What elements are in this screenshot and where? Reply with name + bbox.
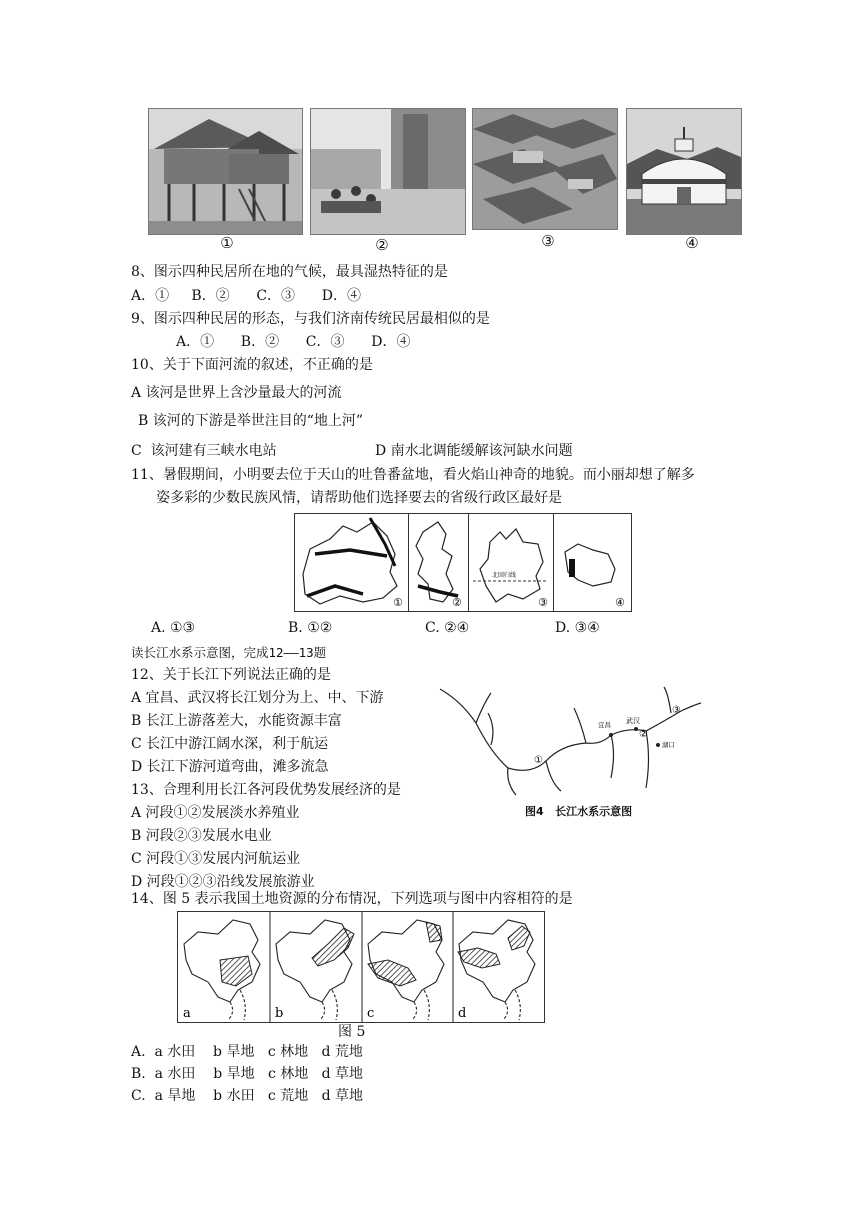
province-map-label-3: ③ xyxy=(538,596,548,609)
photo-stilt-house xyxy=(148,108,303,235)
province-map-label-2: ② xyxy=(452,596,462,609)
city-label-hukou: 湖口 xyxy=(662,741,675,749)
q11-option-d: D. ③④ xyxy=(555,620,600,636)
land-map-label-b: b xyxy=(275,1006,284,1021)
q9-options: A．① B．② C．③ D．④ xyxy=(176,334,411,350)
province-maps xyxy=(294,513,632,612)
photo-label-1: ① xyxy=(220,234,234,252)
land-map-label-c: c xyxy=(367,1006,375,1021)
q12-stem: 12、关于长江下列说法正确的是 xyxy=(131,667,331,683)
q8-options: A．① B．② C．③ D．④ xyxy=(131,288,361,304)
q10-option-a: A 该河是世界上含沙量最大的河流 xyxy=(131,385,342,401)
land-resource-maps xyxy=(177,911,545,1023)
city-label-wuhan: 武汉 xyxy=(626,717,640,725)
land-map-label-a: a xyxy=(183,1006,191,1021)
province-map-3-tropic-label: 北回归线 xyxy=(492,572,517,579)
q11-stem-line2: 姿多彩的少数民族风情，请帮助他们选择要去的省级行政区最好是 xyxy=(156,490,562,506)
province-map-label-4: ④ xyxy=(615,596,625,609)
q14-option-c: C. a 旱地 b 水田 c 荒地 d 草地 xyxy=(131,1088,363,1104)
photo-yurt xyxy=(626,108,742,235)
q14-option-a: A. a 水田 b 旱地 c 林地 d 荒地 xyxy=(131,1044,363,1060)
yangtze-segment-label-1: ① xyxy=(534,755,543,766)
section-intro: 读长江水系示意图，完成12——13题 xyxy=(131,645,327,660)
q14-option-b: B. a 水田 b 旱地 c 林地 d 草地 xyxy=(131,1066,364,1082)
q10-option-b: B 该河的下游是举世注目的“地上河” xyxy=(138,413,364,429)
yangtze-segment-label-3: ③ xyxy=(672,705,681,716)
q12-option-a: A 宜昌、武汉将长江划分为上、中、下游 xyxy=(131,690,384,706)
q11-option-a: A. ①③ xyxy=(151,620,196,636)
q11-option-c: C. ②④ xyxy=(425,620,470,636)
province-map-2 xyxy=(408,514,469,611)
photo-courtyard-house xyxy=(472,108,618,230)
city-label-yichang: 宜昌 xyxy=(598,721,611,729)
q13-option-b: B 河段②③发展水电业 xyxy=(131,828,272,844)
q12-option-c: C 长江中游江阔水深，利于航运 xyxy=(131,736,329,752)
yangtze-map-caption: 图4 长江水系示意图 xyxy=(525,805,633,818)
q11-option-b: B. ①② xyxy=(288,620,333,636)
q13-option-c: C 河段①③发展内河航运业 xyxy=(131,851,301,867)
photo-label-4: ④ xyxy=(685,234,699,252)
province-map-3 xyxy=(468,514,554,611)
province-map-1 xyxy=(295,514,409,611)
photo-label-3: ③ xyxy=(541,232,555,250)
q12-option-d: D 长江下游河道弯曲，滩多流急 xyxy=(131,759,329,775)
q11-stem-line1: 11、暑假期间，小明要去位于天山的吐鲁番盆地，看火焰山神奇的地貌。而小丽却想了解多 xyxy=(131,467,695,483)
province-map-label-1: ① xyxy=(393,596,403,609)
q13-option-d: D 河段①②③沿线发展旅游业 xyxy=(131,874,315,890)
q13-stem: 13、合理利用长江各河段优势发展经济的是 xyxy=(131,782,401,798)
q14-stem: 14、图 5 表示我国土地资源的分布情况，下列选项与图中内容相符的是 xyxy=(131,891,573,907)
q10-option-c: C 该河建有三峡水电站 xyxy=(131,443,277,459)
q8-stem: 8、图示四种民居所在地的气候，最具湿热特征的是 xyxy=(131,264,448,280)
province-map-4 xyxy=(553,514,631,611)
q13-option-a: A 河段①②发展淡水养殖业 xyxy=(131,805,300,821)
land-map-label-d: d xyxy=(458,1006,467,1021)
yangtze-map xyxy=(436,683,706,818)
q12-option-b: B 长江上游落差大，水能资源丰富 xyxy=(131,713,342,729)
q9-stem: 9、图示四种民居的形态，与我们济南传统民居最相似的是 xyxy=(131,311,490,327)
photo-cave-dwelling xyxy=(310,108,466,235)
q10-option-d: D 南水北调能缓解该河缺水问题 xyxy=(375,443,573,459)
q10-stem: 10、关于下面河流的叙述，不正确的是 xyxy=(131,357,373,373)
figure5-caption: 图 5 xyxy=(338,1024,366,1040)
photo-label-2: ② xyxy=(375,236,389,254)
yangtze-segment-label-2: ② xyxy=(639,729,648,740)
